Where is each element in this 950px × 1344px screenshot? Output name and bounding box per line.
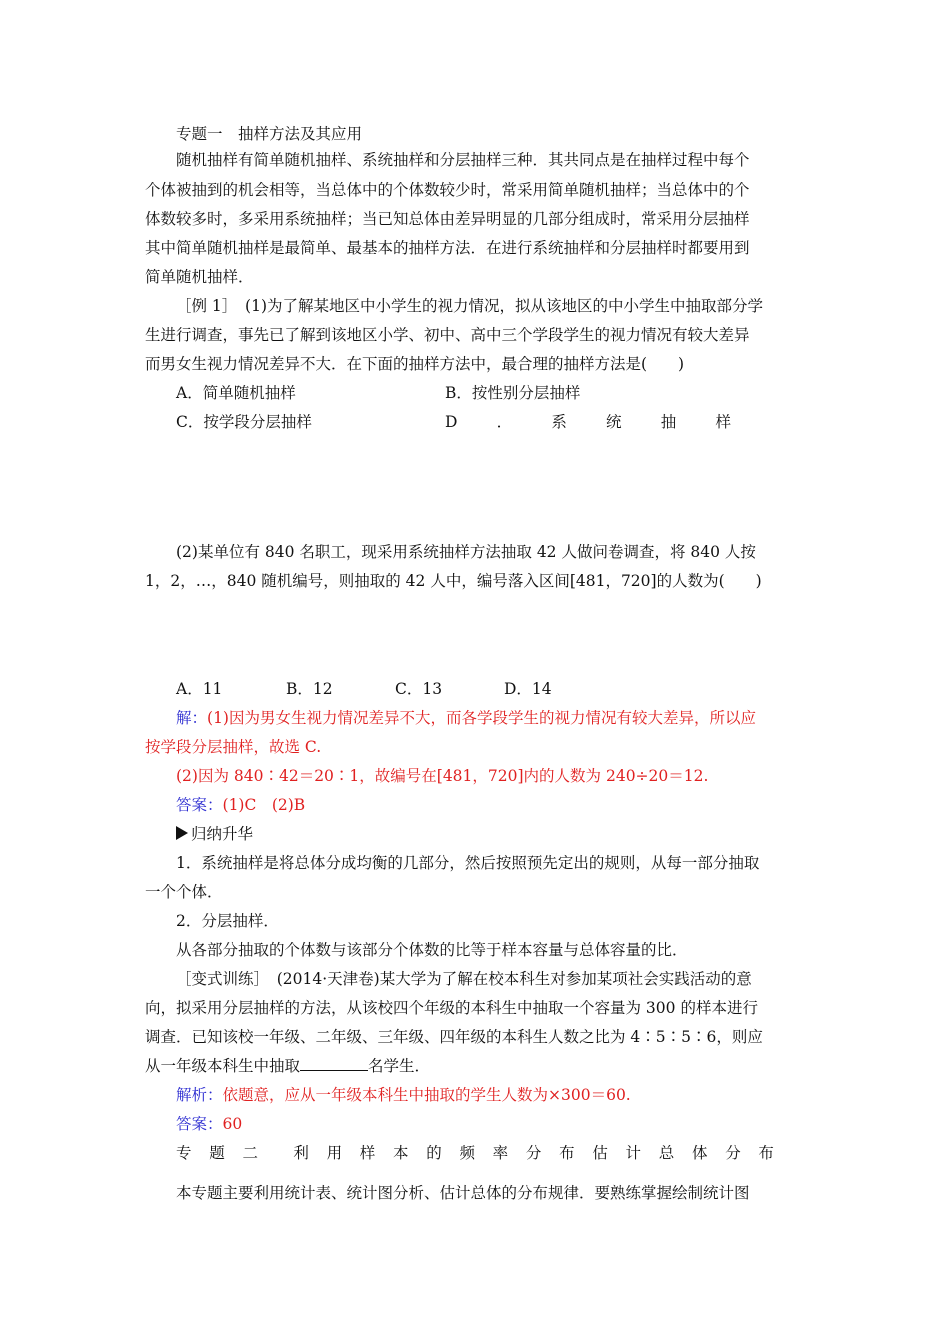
variant-answer-value: 60 bbox=[222, 1115, 243, 1133]
option-d bbox=[445, 412, 731, 432]
example1-question-line: 生进行调查，事先已了解到该地区小学、初中、高中三个学段学生的视力情况有较大差异 bbox=[145, 326, 750, 344]
topic2-title-char: 利 bbox=[293, 1144, 309, 1162]
summary-heading bbox=[176, 824, 253, 844]
variant-line: 向，拟采用分层抽样的方法，从该校四个年级的本科生中抽取一个容量为 300 的样本进行 bbox=[145, 999, 758, 1017]
option2-c: C．13 bbox=[395, 680, 443, 698]
option2-a: A．11 bbox=[176, 680, 223, 698]
variant-line-before: 从一年级本科生中抽取 bbox=[145, 1057, 301, 1075]
variant-line bbox=[145, 1056, 430, 1076]
topic2-title-char: 布 bbox=[559, 1144, 575, 1162]
topic1-intro-line: 体数较多时，多采用系统抽样；当已知总体由差异明显的几部分组成时，常采用分层抽样 bbox=[145, 210, 750, 228]
topic2-title-char: 频 bbox=[459, 1144, 475, 1162]
option-c: C．按学段分层抽样 bbox=[176, 413, 312, 431]
option-d-char: ． bbox=[496, 413, 513, 431]
option-b: B．按性别分层抽样 bbox=[445, 384, 581, 402]
summary-line: 2．分层抽样． bbox=[176, 912, 279, 930]
option-d-char: 统 bbox=[606, 413, 622, 431]
topic2-title-char: 分 bbox=[525, 1144, 542, 1162]
topic2-title-char: 估 bbox=[592, 1144, 608, 1162]
solution-text: (1)因为男女生视力情况差异不大，而各学段学生的视力情况有较大差异，所以应 bbox=[207, 709, 756, 727]
topic1-title: 专题一 抽样方法及其应用 bbox=[176, 125, 363, 143]
summary-line: 一个个体． bbox=[145, 883, 223, 901]
topic2-title-char: 分 bbox=[725, 1144, 741, 1162]
variant-line: 调查．已知该校一年级、二年级、三年级、四年级的本科生人数之比为 4∶5∶5∶6，则应 bbox=[145, 1028, 763, 1046]
topic2-title bbox=[176, 1143, 774, 1163]
topic2-title-char: 总 bbox=[658, 1144, 675, 1162]
solution-line: 按学段分层抽样，故选 C. bbox=[145, 738, 322, 756]
topic2-title-char: 样 bbox=[359, 1144, 376, 1162]
solution-label: 解： bbox=[176, 709, 208, 727]
answer-blank bbox=[300, 1056, 368, 1071]
option-d-char: D bbox=[445, 413, 458, 431]
solution-line: (2)因为 840∶42＝20∶1，故编号在[481，720]内的人数为 240÷20＝12. bbox=[176, 767, 709, 785]
topic1-intro-line: 随机抽样有简单随机抽样、系统抽样和分层抽样三种．其共同点是在抽样过程中每个 bbox=[176, 151, 750, 169]
summary-line: 1．系统抽样是将总体分成均衡的几部分，然后按照预先定出的规则，从每一部分抽取 bbox=[176, 854, 760, 872]
topic2-title-char: 专 bbox=[176, 1144, 192, 1162]
option2-b: B．12 bbox=[286, 680, 333, 698]
answer-label: 答案： bbox=[176, 796, 223, 814]
option-d-char: 样 bbox=[715, 413, 731, 431]
topic2-title-char: 布 bbox=[758, 1144, 774, 1162]
solution-line bbox=[176, 708, 756, 728]
topic2-intro: 本专题主要利用统计表、统计图分析、估计总体的分布规律．要熟练掌握绘制统计图 bbox=[176, 1184, 750, 1202]
option-d-char: 抽 bbox=[660, 413, 677, 431]
topic2-title-char: 二 bbox=[242, 1144, 258, 1162]
topic2-title-char: 的 bbox=[426, 1144, 442, 1162]
analysis-line bbox=[176, 1085, 631, 1105]
topic2-title-char: 本 bbox=[393, 1144, 409, 1162]
option-d-char: 系 bbox=[551, 413, 567, 431]
triangle-icon bbox=[176, 826, 188, 840]
answer-line bbox=[176, 795, 305, 815]
topic2-title-char: 题 bbox=[209, 1144, 225, 1162]
analysis-text: 依题意，应从一年级本科生中抽取的学生人数为×300＝60. bbox=[222, 1086, 631, 1104]
topic2-title-char: 率 bbox=[492, 1144, 509, 1162]
variant-answer-label: 答案： bbox=[176, 1115, 223, 1133]
example1-part2-line: (2)某单位有 840 名职工，现采用系统抽样方法抽取 42 人做问卷调查，将 840 人按 bbox=[176, 543, 756, 561]
example1-part2-line: 1，2，…，840 随机编号，则抽取的 42 人中，编号落入区间[481，720]的人数为( ) bbox=[145, 572, 762, 590]
variant-line: ［变式训练］ (2014·天津卷)某大学为了解在校本科生对参加某项社会实践活动的意 bbox=[176, 970, 752, 988]
answer-value: (1)C (2)B bbox=[222, 796, 306, 814]
variant-line-after: 名学生． bbox=[368, 1057, 431, 1075]
example1-question-line: ［例 1］ (1)为了解某地区中小学生的视力情况，拟从该地区的中小学生中抽取部分学 bbox=[176, 297, 763, 315]
variant-answer-line bbox=[176, 1114, 242, 1134]
summary-heading-text: 归纳升华 bbox=[191, 825, 254, 843]
topic1-intro-line: 简单随机抽样． bbox=[145, 268, 254, 286]
topic1-intro-line: 其中简单随机抽样是最简单、最基本的抽样方法．在进行系统抽样和分层抽样时都要用到 bbox=[145, 239, 750, 257]
topic1-intro-line: 个体被抽到的机会相等，当总体中的个体数较少时，常采用简单随机抽样；当总体中的个 bbox=[145, 181, 750, 199]
option2-d: D．14 bbox=[504, 680, 552, 698]
summary-line: 从各部分抽取的个体数与该部分个体数的比等于样本容量与总体容量的比． bbox=[176, 941, 688, 959]
topic2-title-char: 计 bbox=[625, 1144, 642, 1162]
analysis-label: 解析： bbox=[176, 1086, 223, 1104]
topic2-title-char: 用 bbox=[326, 1144, 343, 1162]
example1-question-line: 而男女生视力情况差异不大．在下面的抽样方法中，最合理的抽样方法是( ) bbox=[145, 355, 685, 373]
option-a: A．简单随机抽样 bbox=[176, 384, 296, 402]
topic2-title-char: 体 bbox=[691, 1144, 708, 1162]
